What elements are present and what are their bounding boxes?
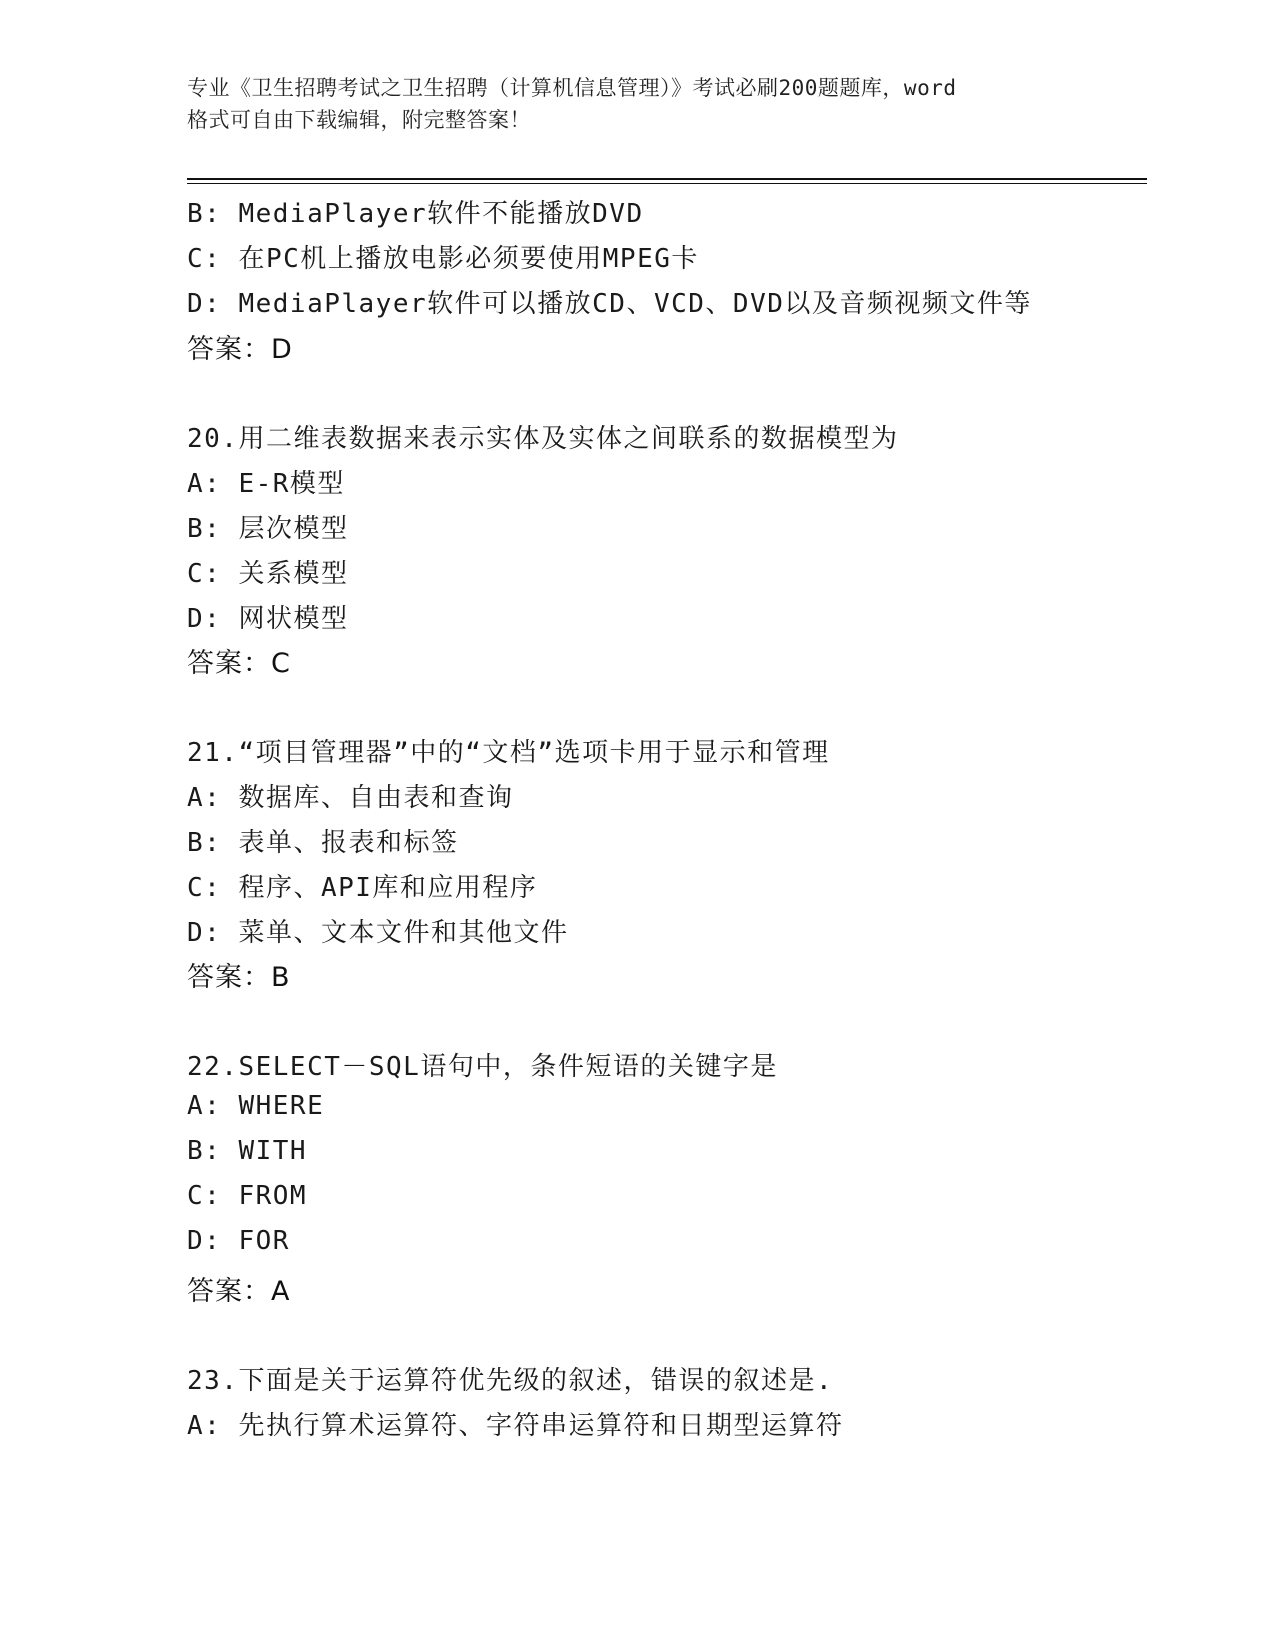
- q20-option-c: C: 关系模型: [187, 559, 349, 589]
- q19-answer: 答案：D: [187, 334, 293, 365]
- q22-option-a: A: WHERE: [187, 1091, 325, 1121]
- header-divider-thin: [187, 183, 1147, 184]
- q22-option-c: C: FROM: [187, 1181, 308, 1211]
- q20-question: 20.用二维表数据来表示实体及实体之间联系的数据模型为: [187, 424, 899, 454]
- q21-option-d: D: 菜单、文本文件和其他文件: [187, 918, 569, 948]
- q20-option-b: B: 层次模型: [187, 514, 349, 544]
- q21-answer: 答案：B: [187, 962, 291, 993]
- q22-option-b: B: WITH: [187, 1136, 308, 1166]
- q20-option-a: A: E-R模型: [187, 469, 345, 499]
- q20-answer: 答案：C: [187, 648, 291, 679]
- q22-answer: 答案：A: [187, 1276, 291, 1307]
- q22-question: 22.SELECT－SQL语句中，条件短语的关键字是: [187, 1052, 778, 1082]
- q19-option-d: D: MediaPlayer软件可以播放CD、VCD、DVD以及音频视频文件等: [187, 289, 1032, 319]
- header-line-1: 专业《卫生招聘考试之卫生招聘（计算机信息管理）》考试必刷200题题库，word: [187, 76, 957, 100]
- document-header: [187, 72, 1087, 136]
- q21-question: 21.“项目管理器”中的“文档”选项卡用于显示和管理: [187, 738, 830, 768]
- q21-option-b: B: 表单、报表和标签: [187, 828, 459, 858]
- q21-option-c: C: 程序、API库和应用程序: [187, 873, 538, 903]
- q19-option-c: C: 在PC机上播放电影必须要使用MPEG卡: [187, 244, 699, 274]
- q22-option-d: D: FOR: [187, 1226, 290, 1256]
- header-divider-thick: [187, 178, 1147, 180]
- q21-option-a: A: 数据库、自由表和查询: [187, 783, 514, 813]
- q20-option-d: D: 网状模型: [187, 604, 349, 634]
- q19-option-b: B: MediaPlayer软件不能播放DVD: [187, 199, 644, 229]
- q23-option-a: A: 先执行算术运算符、字符串运算符和日期型运算符: [187, 1411, 844, 1441]
- header-line-2: 格式可自由下载编辑，附完整答案！: [187, 108, 531, 132]
- q23-question: 23.下面是关于运算符优先级的叙述，错误的叙述是.: [187, 1366, 834, 1396]
